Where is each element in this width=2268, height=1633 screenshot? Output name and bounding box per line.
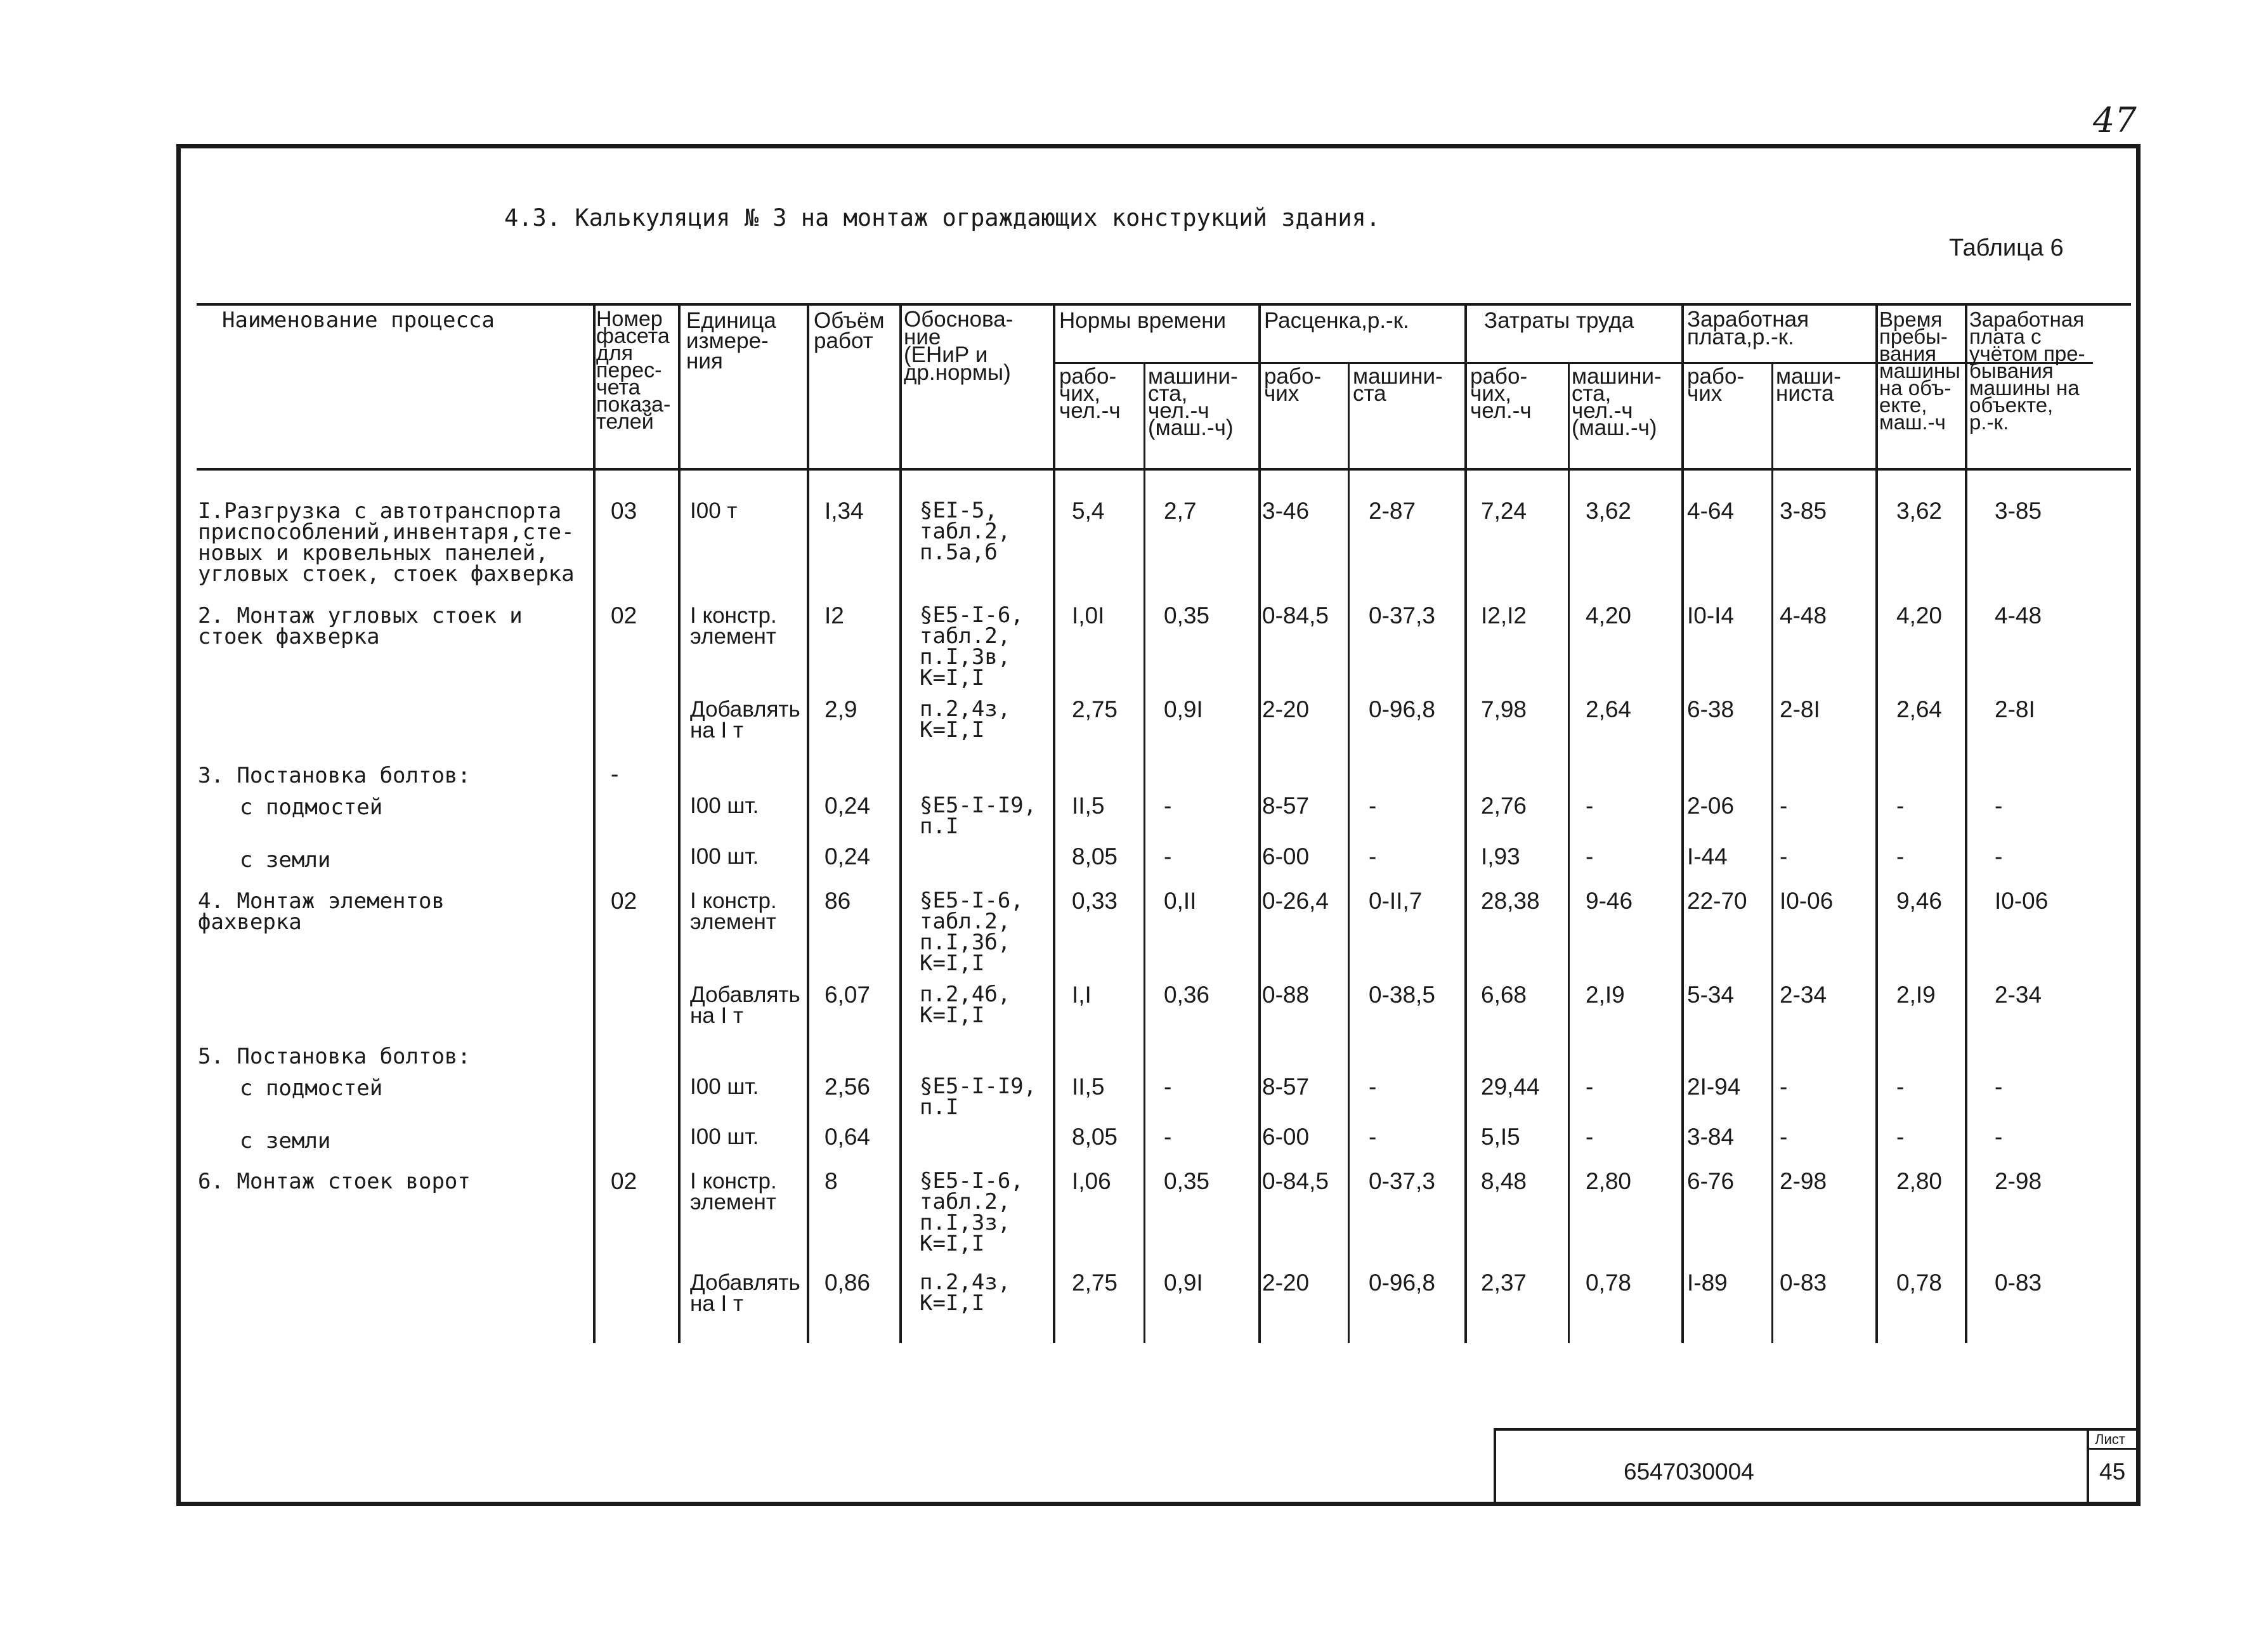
- basis-cell: п.2,4з, К=I,I: [920, 1270, 1011, 1316]
- machine-time-cell: 4,20: [1896, 602, 1943, 628]
- col-line-wage: [1681, 303, 1684, 1343]
- col-line-machine-time: [1875, 303, 1878, 1343]
- unit-cell: I00 шт.: [690, 1124, 759, 1149]
- facet-number: 02: [611, 1168, 637, 1194]
- labor-workers-cell: 6,68: [1481, 982, 1527, 1008]
- wage-machinist-cell: 2-98: [1780, 1168, 1827, 1194]
- machine-time-cell: 3,62: [1896, 498, 1943, 524]
- rate-machinist-cell: -: [1369, 793, 1377, 819]
- wage-total-cell: 2-98: [1995, 1168, 2042, 1194]
- wage-total-cell: 2-34: [1995, 982, 2042, 1008]
- header-machine-time: Время пребы- вания машины на объ- екте, маш.-ч: [1879, 308, 1960, 434]
- volume-cell: 0,24: [824, 793, 871, 819]
- labor-machinist-cell: -: [1586, 793, 1594, 819]
- labor-machinist-cell: 4,20: [1586, 602, 1632, 628]
- process-name: I.Разгрузка с автотранспорта приспособлений,инвентаря,сте- новых и кровельных панелей, угловых стоек, стоек фахверка: [198, 498, 575, 587]
- rate-workers-cell: 2-20: [1262, 1270, 1310, 1296]
- machine-time-cell: 0,78: [1896, 1270, 1943, 1296]
- unit-cell: Добавлять на I т: [690, 982, 800, 1028]
- wage-workers-cell: 2-06: [1687, 793, 1735, 819]
- time-workers-cell: II,5: [1072, 1074, 1105, 1100]
- wage-machinist-cell: 3-85: [1780, 498, 1827, 524]
- rate-machinist-cell: 0-38,5: [1369, 982, 1435, 1008]
- header-wage-machinist: маши- ниста: [1776, 364, 1841, 406]
- rate-machinist-cell: -: [1369, 1124, 1377, 1150]
- wage-machinist-cell: 2-8I: [1780, 696, 1820, 722]
- wage-workers-cell: I0-I4: [1687, 602, 1735, 628]
- unit-cell: I констр. элемент: [690, 888, 777, 934]
- volume-cell: 2,56: [824, 1074, 871, 1100]
- process-name: 4. Монтаж элементов фахверка: [198, 888, 445, 935]
- rate-machinist-cell: -: [1369, 1074, 1377, 1100]
- unit-cell: Добавлять на I т: [690, 697, 800, 743]
- header-basis: Обоснова- ние (ЕНиР и др.нормы): [904, 307, 1013, 385]
- labor-machinist-cell: 2,I9: [1586, 982, 1625, 1008]
- labor-workers-cell: I2,I2: [1481, 602, 1527, 628]
- col-line-unit: [678, 303, 681, 1343]
- volume-cell: 6,07: [824, 982, 871, 1008]
- frame-top-line: [178, 144, 2141, 148]
- time-workers-cell: 2,75: [1072, 1270, 1118, 1296]
- time-machinist-cell: 0,35: [1164, 1168, 1210, 1194]
- machine-time-cell: -: [1896, 1124, 1905, 1150]
- rate-workers-cell: 0-88: [1262, 982, 1310, 1008]
- machine-time-cell: -: [1896, 843, 1905, 869]
- header-unit: Единица измере- ния: [686, 308, 776, 374]
- wage-total-cell: 3-85: [1995, 498, 2042, 524]
- sheet-number: 45: [2099, 1459, 2126, 1485]
- frame-bottom-line: [176, 1502, 2141, 1506]
- col-line-basis: [899, 303, 902, 1343]
- rate-workers-cell: 3-46: [1262, 498, 1310, 524]
- header-wage-workers: рабо- чих: [1687, 364, 1745, 406]
- time-workers-cell: I,0I: [1072, 602, 1105, 628]
- col-line-time: [1053, 303, 1055, 1343]
- rate-workers-cell: 6-00: [1262, 843, 1310, 869]
- wage-machinist-cell: -: [1780, 1074, 1788, 1100]
- time-workers-cell: 8,05: [1072, 843, 1118, 869]
- wage-total-cell: 4-48: [1995, 602, 2042, 628]
- wage-total-cell: -: [1995, 1074, 2003, 1100]
- labor-workers-cell: 5,I5: [1481, 1124, 1520, 1150]
- basis-cell: §E5-I-6, табл.2, п.I,3б, К=I,I: [920, 888, 1024, 976]
- stamp-left-line: [1494, 1428, 1496, 1502]
- wage-workers-cell: 22-70: [1687, 888, 1747, 914]
- wage-machinist-cell: -: [1780, 793, 1788, 819]
- page-number: 47: [2093, 100, 2137, 140]
- stamp-sheet-divider: [2087, 1428, 2089, 1502]
- facet-number: 02: [611, 602, 637, 628]
- header-wage-total: Заработная плата с учётом пре- бывания машины на объекте, р.-к.: [1969, 308, 2085, 434]
- unit-cell: I00 шт.: [690, 844, 759, 869]
- labor-workers-cell: 7,24: [1481, 498, 1527, 524]
- sheet-label: Лист: [2095, 1431, 2125, 1447]
- machine-time-cell: 9,46: [1896, 888, 1943, 914]
- col-line-volume: [807, 303, 809, 1343]
- col-line-labor-sub: [1568, 362, 1570, 1343]
- unit-cell: Добавлять на I т: [690, 1270, 800, 1316]
- process-name: с подмостей: [240, 1076, 383, 1101]
- header-labor: Затраты труда: [1484, 308, 1634, 333]
- header-process: Наименование процесса: [222, 308, 495, 333]
- header-time-machinist: машини- ста, чел.-ч (маш.-ч): [1148, 364, 1238, 440]
- header-facet: Номер фасета для перес- чета показа- телей: [596, 307, 671, 434]
- rate-machinist-cell: 0-96,8: [1369, 1270, 1435, 1296]
- time-workers-cell: 8,05: [1072, 1124, 1118, 1150]
- time-workers-cell: 2,75: [1072, 696, 1118, 722]
- unit-cell: I констр. элемент: [690, 1169, 777, 1214]
- wage-machinist-cell: 2-34: [1780, 982, 1827, 1008]
- time-machinist-cell: 0,II: [1164, 888, 1197, 914]
- wage-workers-cell: 6-38: [1687, 696, 1735, 722]
- basis-cell: §E5-I-I9, п.I: [920, 793, 1037, 839]
- volume-cell: I2: [824, 602, 844, 628]
- labor-machinist-cell: -: [1586, 1074, 1594, 1100]
- header-rate-machinist: машини- ста: [1353, 364, 1443, 406]
- process-name: 6. Монтаж стоек ворот: [198, 1169, 471, 1194]
- document-code: 6547030004: [1624, 1459, 1754, 1485]
- time-machinist-cell: -: [1164, 843, 1172, 869]
- basis-cell: п.2,4б, К=I,I: [920, 982, 1011, 1028]
- rate-machinist-cell: 0-96,8: [1369, 696, 1435, 722]
- wage-workers-cell: I-44: [1687, 843, 1728, 869]
- basis-cell: §E5-I-6, табл.2, п.I,3в, К=I,I: [920, 602, 1024, 691]
- unit-cell: I00 шт.: [690, 793, 759, 818]
- time-machinist-cell: 2,7: [1164, 498, 1197, 524]
- wage-total-cell: -: [1995, 1124, 2003, 1150]
- labor-workers-cell: 2,76: [1481, 793, 1527, 819]
- header-rate-workers: рабо- чих: [1264, 364, 1322, 406]
- rate-workers-cell: 0-26,4: [1262, 888, 1329, 914]
- time-workers-cell: I,I: [1072, 982, 1092, 1008]
- volume-cell: 2,9: [824, 696, 857, 722]
- time-workers-cell: 5,4: [1072, 498, 1105, 524]
- machine-time-cell: 2,I9: [1896, 982, 1936, 1008]
- labor-workers-cell: I,93: [1481, 843, 1520, 869]
- volume-cell: 8: [824, 1168, 838, 1194]
- labor-workers-cell: 28,38: [1481, 888, 1540, 914]
- facet-number: 03: [611, 498, 637, 524]
- time-machinist-cell: 0,35: [1164, 602, 1210, 628]
- machine-time-cell: 2,64: [1896, 696, 1943, 722]
- wage-machinist-cell: 0-83: [1780, 1270, 1827, 1296]
- unit-cell: I00 т: [690, 498, 738, 523]
- labor-machinist-cell: 2,64: [1586, 696, 1632, 722]
- volume-cell: 86: [824, 888, 851, 914]
- labor-workers-cell: 7,98: [1481, 696, 1527, 722]
- table-label: Таблица 6: [1949, 235, 2064, 261]
- volume-cell: 0,86: [824, 1270, 871, 1296]
- col-line-facet: [593, 303, 596, 1343]
- process-name: 3. Постановка болтов:: [198, 763, 471, 788]
- wage-workers-cell: 5-34: [1687, 982, 1735, 1008]
- process-name: 2. Монтаж угловых стоек и стоек фахверка: [198, 603, 523, 649]
- col-line-labor: [1464, 303, 1467, 1343]
- wage-total-cell: I0-06: [1995, 888, 2049, 914]
- wage-workers-cell: 3-84: [1687, 1124, 1735, 1150]
- time-workers-cell: I,06: [1072, 1168, 1111, 1194]
- wage-total-cell: 2-8I: [1995, 696, 2035, 722]
- frame-left-line: [176, 144, 181, 1506]
- labor-workers-cell: 2,37: [1481, 1270, 1527, 1296]
- wage-total-cell: -: [1995, 793, 2003, 819]
- basis-cell: §E5-I-I9, п.I: [920, 1074, 1037, 1120]
- basis-cell: п.2,4з, К=I,I: [920, 696, 1011, 743]
- time-workers-cell: 0,33: [1072, 888, 1118, 914]
- volume-cell: 0,64: [824, 1124, 871, 1150]
- rate-machinist-cell: 0-II,7: [1369, 888, 1423, 914]
- process-name: 5. Постановка болтов:: [198, 1044, 471, 1069]
- frame-right-line: [2136, 144, 2141, 1506]
- facet-number: -: [611, 761, 619, 787]
- header-time-norms: Нормы времени: [1059, 308, 1227, 333]
- basis-cell: §EI-5, табл.2, п.5а,б: [920, 498, 1011, 565]
- rate-machinist-cell: 0-37,3: [1369, 1168, 1435, 1194]
- time-machinist-cell: -: [1164, 1074, 1172, 1100]
- unit-cell: I00 шт.: [690, 1074, 759, 1099]
- header-rate: Расценка,р.-к.: [1264, 308, 1409, 333]
- rate-workers-cell: 6-00: [1262, 1124, 1310, 1150]
- time-machinist-cell: 0,9I: [1164, 1270, 1203, 1296]
- time-machinist-cell: -: [1164, 1124, 1172, 1150]
- unit-cell: I констр. элемент: [690, 603, 777, 649]
- wage-machinist-cell: -: [1780, 843, 1788, 869]
- stamp-sheet-line: [2087, 1448, 2136, 1450]
- header-wage: Заработная плата,р.-к.: [1687, 307, 1809, 349]
- volume-cell: 0,24: [824, 843, 871, 869]
- rate-workers-cell: 8-57: [1262, 1074, 1310, 1100]
- header-bottom-line: [197, 468, 2131, 471]
- labor-machinist-cell: -: [1586, 1124, 1594, 1150]
- table-caption: 4.3. Калькуляция № 3 на монтаж ограждающих конструкций здания.: [504, 204, 1381, 231]
- wage-workers-cell: I-89: [1687, 1270, 1728, 1296]
- labor-machinist-cell: 0,78: [1586, 1270, 1632, 1296]
- wage-machinist-cell: 4-48: [1780, 602, 1827, 628]
- rate-workers-cell: 0-84,5: [1262, 602, 1329, 628]
- labor-workers-cell: 8,48: [1481, 1168, 1527, 1194]
- wage-machinist-cell: -: [1780, 1124, 1788, 1150]
- time-machinist-cell: 0,9I: [1164, 696, 1203, 722]
- labor-machinist-cell: 9-46: [1586, 888, 1633, 914]
- wage-total-cell: -: [1995, 843, 2003, 869]
- volume-cell: I,34: [824, 498, 864, 524]
- basis-cell: §E5-I-6, табл.2, п.I,3з, К=I,I: [920, 1168, 1024, 1256]
- col-line-rate: [1258, 303, 1261, 1343]
- header-top-line: [197, 303, 2131, 306]
- stamp-top-line: [1494, 1428, 2136, 1431]
- col-line-rate-sub: [1348, 362, 1350, 1343]
- process-name: с земли: [240, 847, 331, 873]
- col-line-wage-sub: [1771, 362, 1773, 1343]
- time-machinist-cell: -: [1164, 793, 1172, 819]
- rate-workers-cell: 8-57: [1262, 793, 1310, 819]
- header-labor-machinist: машини- ста, чел.-ч (маш.-ч): [1572, 364, 1662, 440]
- rate-machinist-cell: 0-37,3: [1369, 602, 1435, 628]
- rate-workers-cell: 2-20: [1262, 696, 1310, 722]
- wage-machinist-cell: I0-06: [1780, 888, 1834, 914]
- process-name: с земли: [240, 1128, 331, 1154]
- time-workers-cell: II,5: [1072, 793, 1105, 819]
- machine-time-cell: 2,80: [1896, 1168, 1943, 1194]
- labor-workers-cell: 29,44: [1481, 1074, 1540, 1100]
- header-labor-workers: рабо- чих, чел.-ч: [1470, 364, 1532, 423]
- wage-workers-cell: 2I-94: [1687, 1074, 1741, 1100]
- wage-workers-cell: 4-64: [1687, 498, 1735, 524]
- col-line-time-sub: [1144, 362, 1145, 1343]
- header-time-workers: рабо- чих, чел.-ч: [1059, 364, 1121, 423]
- machine-time-cell: -: [1896, 793, 1905, 819]
- col-line-wage-total: [1965, 303, 1967, 1343]
- wage-total-cell: 0-83: [1995, 1270, 2042, 1296]
- rate-machinist-cell: -: [1369, 843, 1377, 869]
- rate-machinist-cell: 2-87: [1369, 498, 1416, 524]
- labor-machinist-cell: 3,62: [1586, 498, 1632, 524]
- rate-workers-cell: 0-84,5: [1262, 1168, 1329, 1194]
- process-name: с подмостей: [240, 795, 383, 820]
- header-volume: Объём работ: [814, 308, 885, 353]
- machine-time-cell: -: [1896, 1074, 1905, 1100]
- wage-workers-cell: 6-76: [1687, 1168, 1735, 1194]
- time-machinist-cell: 0,36: [1164, 982, 1210, 1008]
- facet-number: 02: [611, 888, 637, 914]
- labor-machinist-cell: 2,80: [1586, 1168, 1632, 1194]
- labor-machinist-cell: -: [1586, 843, 1594, 869]
